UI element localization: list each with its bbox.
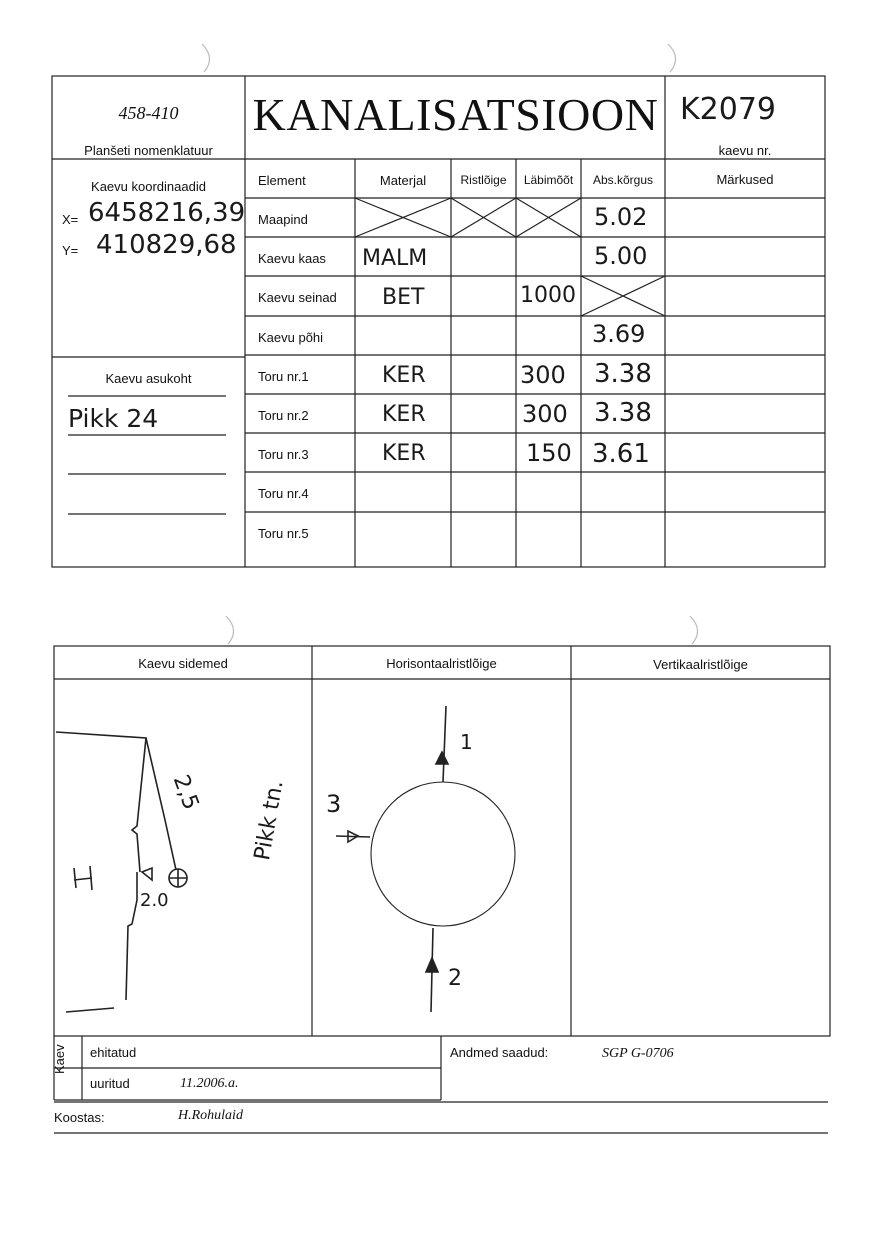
header-cross-section: Ristlõige	[460, 173, 507, 187]
compiled-label: Koostas:	[54, 1110, 105, 1125]
location-value: Pikk 24	[68, 404, 159, 433]
sketch-horizontal-section	[336, 706, 515, 1012]
row-element: Toru nr.2	[258, 408, 309, 423]
cell-diameter: 150	[526, 439, 572, 467]
cell-abs-height: 3.38	[594, 398, 652, 428]
built-label: ehitatud	[90, 1045, 137, 1060]
row-element: Toru nr.3	[258, 447, 309, 462]
cell-diameter: 300	[520, 361, 566, 389]
street-label: Pikk tn.	[250, 778, 289, 863]
compiled-value: H.Rohulaid	[178, 1108, 243, 1123]
surveyed-label: uuritud	[90, 1076, 130, 1091]
header-notes: Märkused	[716, 172, 774, 187]
cell-abs-height: 3.69	[592, 320, 646, 348]
cell-material: MALM	[362, 246, 428, 271]
y-coordinate: 410829,68	[96, 230, 237, 260]
header-abs-height: Abs.kõrgus	[592, 173, 654, 187]
col-header-ties: Kaevu sidemed	[138, 656, 228, 671]
x-prefix: X=	[62, 212, 79, 227]
surveyed-value: 11.2006.a.	[180, 1076, 239, 1091]
cell-abs-height: 5.00	[594, 242, 648, 270]
cell-abs-height: 5.02	[594, 203, 648, 231]
side-label: Kaev	[52, 1044, 67, 1074]
coordinates-label: Kaevu koordinaadid	[91, 179, 206, 194]
row-element: Toru nr.5	[258, 526, 309, 541]
cell-material: KER	[382, 363, 426, 388]
cell-material: KER	[382, 402, 426, 427]
cell-diameter: 300	[522, 400, 568, 428]
header-diameter: Läbimõõt	[523, 173, 574, 187]
cell-material: BET	[382, 285, 425, 310]
cell-abs-height: 3.61	[592, 439, 650, 469]
nomenclature-value: 458-410	[118, 103, 179, 123]
data-source-label: Andmed saadud:	[450, 1045, 549, 1060]
cell-diameter: 1000	[520, 283, 576, 308]
row-element: Maapind	[258, 212, 308, 227]
row-element: Toru nr.1	[258, 369, 309, 384]
col-header-horizontal: Horisontaalristlõige	[386, 656, 497, 671]
sketch-well-ties	[56, 732, 187, 1012]
row-element: Kaevu kaas	[258, 251, 326, 266]
header-material: Materjal	[379, 173, 427, 188]
tie-distance-a: 2,5	[167, 771, 204, 814]
cell-abs-height: 3.38	[594, 359, 652, 389]
pipe-3-label: 3	[326, 790, 342, 818]
well-number: K2079	[680, 92, 777, 127]
location-label: Kaevu asukoht	[105, 371, 192, 386]
tie-distance-b: 2.0	[140, 890, 169, 911]
nomenclature-label: Planšeti nomenklatuur	[84, 143, 213, 158]
well-number-label: kaevu nr.	[718, 143, 772, 158]
row-element: Kaevu põhi	[258, 330, 324, 345]
data-source-value: SGP G-0706	[602, 1046, 674, 1061]
cell-material: KER	[382, 441, 426, 466]
col-header-vertical: Vertikaalristlõige	[653, 657, 748, 672]
page-title: KANALISATSIOON	[252, 89, 659, 140]
pipe-2-label: 2	[448, 966, 462, 991]
row-element: Toru nr.4	[258, 486, 309, 501]
pipe-1-label: 1	[460, 730, 473, 754]
row-element: Kaevu seinad	[258, 290, 337, 305]
x-coordinate: 6458216,39	[88, 198, 246, 228]
header-element: Element	[258, 173, 306, 188]
y-prefix: Y=	[62, 243, 79, 258]
